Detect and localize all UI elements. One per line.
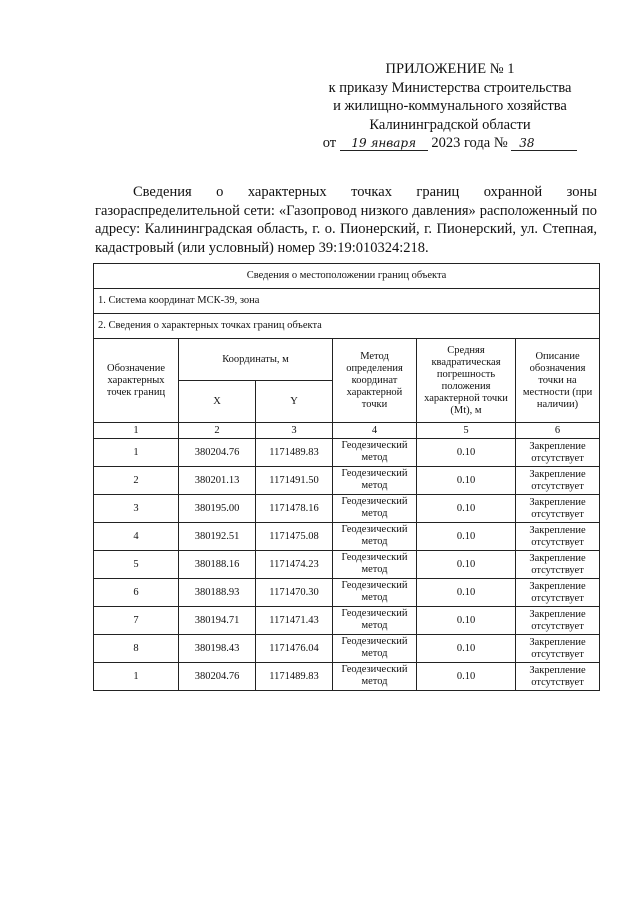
description-cell: Закрепление отсутствует [516, 663, 600, 691]
y-cell: 1171474.23 [256, 551, 333, 579]
point-cell: 5 [94, 551, 179, 579]
description-cell: Закрепление отсутствует [516, 579, 600, 607]
y-cell: 1171471.43 [256, 607, 333, 635]
header-point: Обозначение характерных точек границ [94, 339, 179, 423]
appendix-header [300, 60, 600, 153]
description-cell: Закрепление отсутствует [516, 607, 600, 635]
method-cell: Геодезический метод [333, 579, 417, 607]
point-cell: 3 [94, 495, 179, 523]
table-row [94, 607, 600, 635]
accuracy-cell: 0.10 [417, 579, 516, 607]
y-cell: 1171470.30 [256, 579, 333, 607]
header-coordinates: Координаты, м [179, 339, 333, 381]
header-x: X [179, 381, 256, 423]
description-cell: Закрепление отсутствует [516, 523, 600, 551]
point-cell: 8 [94, 635, 179, 663]
header-accuracy: Средняя квадратическая погрешность положения характерной точки (Mt), м [417, 339, 516, 423]
col-number: 5 [417, 423, 516, 439]
method-cell: Геодезический метод [333, 635, 417, 663]
method-cell: Геодезический метод [333, 607, 417, 635]
table-row [94, 523, 600, 551]
description-cell: Закрепление отсутствует [516, 551, 600, 579]
y-cell: 1171489.83 [256, 663, 333, 691]
table-title: Сведения о местоположении границ объекта [94, 264, 600, 289]
order-line-1: к приказу Министерства строительства [328, 79, 572, 96]
accuracy-cell: 0.10 [417, 523, 516, 551]
order-line-3: Калининградской области [369, 116, 531, 133]
accuracy-cell: 0.10 [417, 495, 516, 523]
accuracy-cell: 0.10 [417, 467, 516, 495]
x-cell: 380188.93 [179, 579, 256, 607]
point-cell: 6 [94, 579, 179, 607]
table-row [94, 635, 600, 663]
table-row [94, 551, 600, 579]
points-section-row: 2. Сведения о характерных точках границ объекта [94, 314, 600, 339]
accuracy-cell: 0.10 [417, 663, 516, 691]
y-cell: 1171491.50 [256, 467, 333, 495]
method-cell: Геодезический метод [333, 495, 417, 523]
order-date-line [300, 134, 600, 153]
method-cell: Геодезический метод [333, 663, 417, 691]
coordinate-system-row: 1. Система координат МСК-39, зона [94, 289, 600, 314]
col-number: 4 [333, 423, 417, 439]
accuracy-cell: 0.10 [417, 635, 516, 663]
col-number: 1 [94, 423, 179, 439]
description-cell: Закрепление отсутствует [516, 467, 600, 495]
y-cell: 1171476.04 [256, 635, 333, 663]
table-row [94, 579, 600, 607]
intro-text: Сведения о характерных точках границ охранной зоны газораспределительной сети: «Газопровод низкого давления» расположенный по адресу: Калининградская область, г. о. Пионерский, г. Пионерский, ул. Степная, кадастровый (или условный) номер 39:19:010324:218. [95, 184, 597, 256]
description-cell: Закрепление отсутствует [516, 635, 600, 663]
table-row [94, 467, 600, 495]
header-method: Метод определения координат характерной точки [333, 339, 417, 423]
point-cell: 1 [94, 439, 179, 467]
table-row [94, 439, 600, 467]
method-cell: Геодезический метод [333, 467, 417, 495]
col-number: 6 [516, 423, 600, 439]
method-cell: Геодезический метод [333, 439, 417, 467]
x-cell: 380201.13 [179, 467, 256, 495]
method-cell: Геодезический метод [333, 551, 417, 579]
y-cell: 1171475.08 [256, 523, 333, 551]
accuracy-cell: 0.10 [417, 439, 516, 467]
col-number: 2 [179, 423, 256, 439]
description-cell: Закрепление отсутствует [516, 495, 600, 523]
point-cell: 2 [94, 467, 179, 495]
handwritten-order-number: 38 [511, 136, 577, 151]
point-cell: 4 [94, 523, 179, 551]
year-label: 2023 года № [431, 135, 508, 151]
point-cell: 1 [94, 663, 179, 691]
header-y: Y [256, 381, 333, 423]
table-row [94, 495, 600, 523]
boundary-points-table [93, 263, 600, 691]
point-cell: 7 [94, 607, 179, 635]
x-cell: 380204.76 [179, 439, 256, 467]
y-cell: 1171478.16 [256, 495, 333, 523]
intro-paragraph [95, 183, 597, 257]
x-cell: 380195.00 [179, 495, 256, 523]
x-cell: 380198.43 [179, 635, 256, 663]
x-cell: 380188.16 [179, 551, 256, 579]
appendix-title: ПРИЛОЖЕНИЕ № 1 [385, 61, 515, 77]
x-cell: 380204.76 [179, 663, 256, 691]
handwritten-date: 19 января [340, 136, 428, 151]
table-row [94, 663, 600, 691]
method-cell: Геодезический метод [333, 523, 417, 551]
col-number: 3 [256, 423, 333, 439]
description-cell: Закрепление отсутствует [516, 439, 600, 467]
date-prefix: от [322, 135, 337, 151]
y-cell: 1171489.83 [256, 439, 333, 467]
accuracy-cell: 0.10 [417, 607, 516, 635]
order-line-2: и жилищно-коммунального хозяйства [333, 98, 567, 114]
header-description: Описание обозначения точки на местности (при наличии) [516, 339, 600, 423]
accuracy-cell: 0.10 [417, 551, 516, 579]
x-cell: 380194.71 [179, 607, 256, 635]
x-cell: 380192.51 [179, 523, 256, 551]
